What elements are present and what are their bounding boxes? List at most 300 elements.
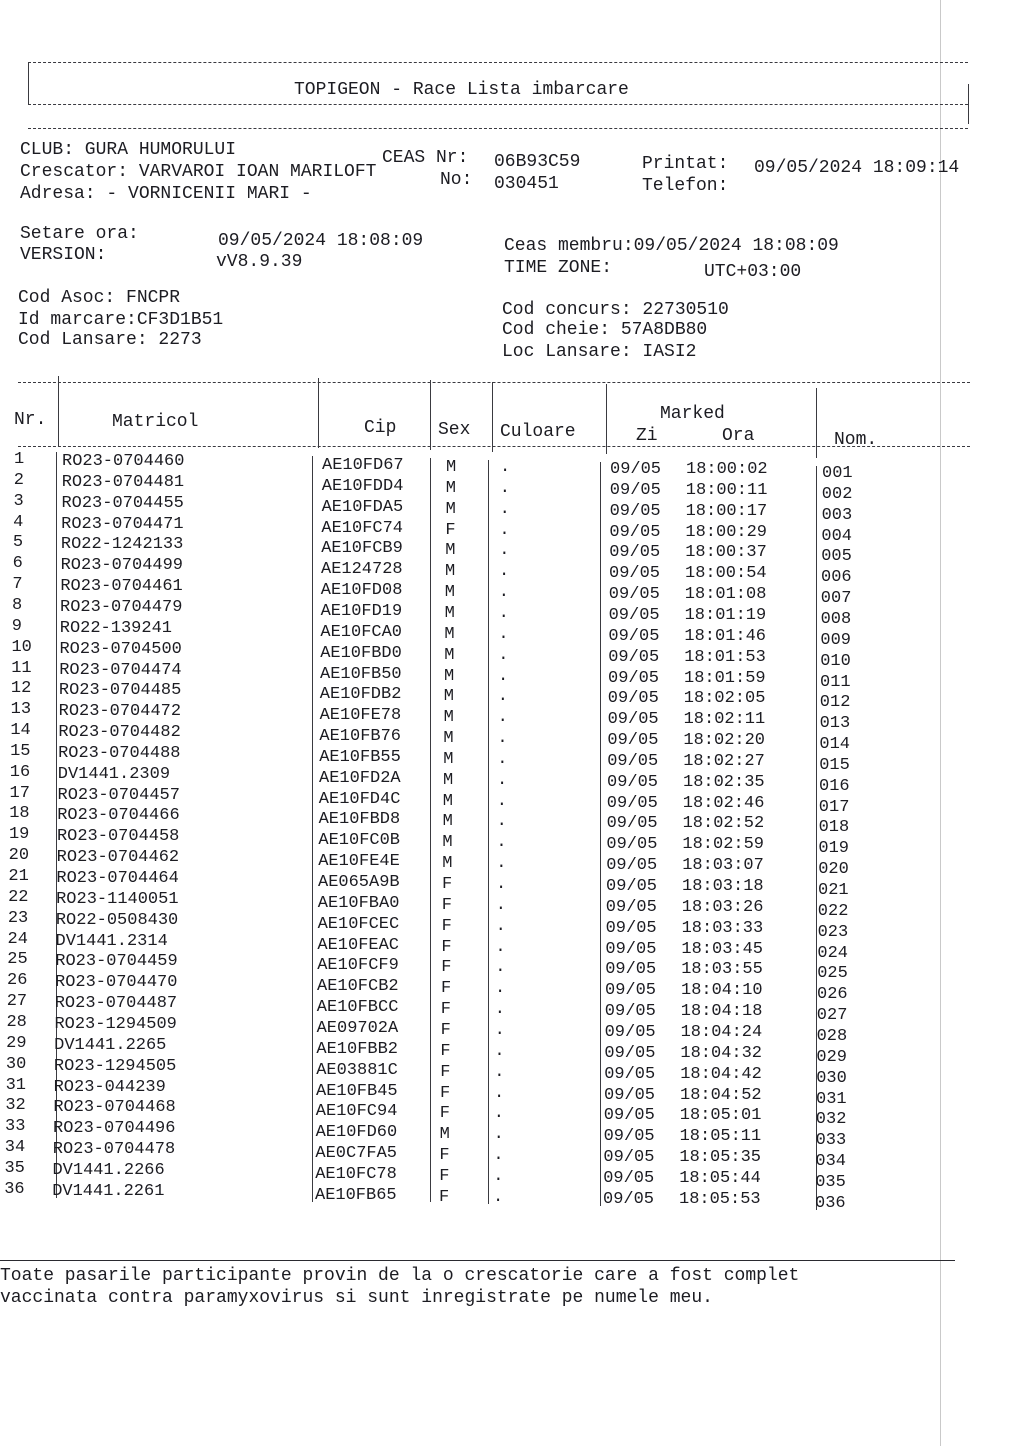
cell-nr: 25 xyxy=(7,950,28,970)
cell-sex: F xyxy=(440,1062,451,1082)
cell-zi: 09/05 xyxy=(609,480,661,500)
cell-nom: 036 xyxy=(815,1193,846,1213)
cell-culoare: . xyxy=(497,770,508,790)
header-nom: Nom. xyxy=(834,430,878,450)
header-ora: Ora xyxy=(722,426,755,446)
cell-zi: 09/05 xyxy=(607,689,659,709)
cell-culoare: . xyxy=(497,708,508,728)
cell-zi: 09/05 xyxy=(608,585,660,605)
cell-culoare: . xyxy=(495,895,506,915)
cell-nom: 029 xyxy=(816,1047,847,1067)
cell-nr: 18 xyxy=(9,804,30,824)
cell-nr: 10 xyxy=(11,637,32,657)
cell-culoare: . xyxy=(493,1125,504,1145)
cell-culoare: . xyxy=(496,875,507,894)
ceas-membru-line: Ceas membru:09/05/2024 18:08:09 xyxy=(504,236,839,256)
cell-nom: 025 xyxy=(817,964,848,984)
cell-nr: 26 xyxy=(7,971,28,991)
id-marcare-line: Id marcare:CF3D1B51 xyxy=(18,310,224,330)
cell-matricol: RO23-0704455 xyxy=(61,493,184,513)
cell-cip: AE10FEAC xyxy=(317,935,400,955)
cell-sex: F xyxy=(440,1041,451,1061)
cell-nom: 005 xyxy=(821,547,852,567)
cell-sex: F xyxy=(440,1000,451,1020)
cell-nr: 4 xyxy=(13,512,24,532)
cell-ora: 18:04:10 xyxy=(681,981,763,1001)
cell-culoare: . xyxy=(498,603,509,623)
cell-matricol: RO23-0704461 xyxy=(60,577,183,597)
cell-ora: 18:00:29 xyxy=(685,522,768,542)
cell-ora: 18:02:20 xyxy=(683,731,766,751)
cell-zi: 09/05 xyxy=(606,877,658,896)
header-zi: Zi xyxy=(636,426,658,446)
cell-nom: 024 xyxy=(817,943,848,963)
cell-cip: AE10FC94 xyxy=(315,1102,398,1122)
cell-sex: M xyxy=(444,603,455,623)
cell-nr: 32 xyxy=(5,1096,26,1116)
table-row xyxy=(0,1179,900,1213)
cell-matricol: DV1441.2266 xyxy=(52,1160,165,1180)
cell-culoare: . xyxy=(496,791,507,811)
cell-zi: 09/05 xyxy=(607,731,659,751)
cell-cip: AE10FD60 xyxy=(315,1123,398,1143)
cell-cip: AE10FBB2 xyxy=(316,1039,399,1059)
cell-matricol: DV1441.2314 xyxy=(55,931,168,951)
cell-sex: F xyxy=(441,958,452,978)
cell-matricol: RO23-0704485 xyxy=(58,681,182,701)
cell-zi: 09/05 xyxy=(606,856,658,876)
cell-ora: 18:05:35 xyxy=(679,1148,762,1168)
cell-sex: F xyxy=(439,1187,450,1207)
cell-zi: 09/05 xyxy=(604,1085,656,1105)
cell-matricol: RO23-0704472 xyxy=(58,702,182,722)
cell-zi: 09/05 xyxy=(607,751,659,771)
cell-zi: 09/05 xyxy=(604,1002,656,1022)
cell-nom: 014 xyxy=(819,735,850,755)
cell-culoare: . xyxy=(498,624,509,644)
footer-line-1: Toate pasarile participante provin de la o crescatorie care a fost complet xyxy=(0,1266,800,1286)
cell-nom: 032 xyxy=(815,1110,847,1130)
cell-nr: 30 xyxy=(5,1054,27,1074)
header-sex: Sex xyxy=(438,420,471,440)
cell-culoare: . xyxy=(499,478,510,498)
cell-ora: 18:03:18 xyxy=(682,877,764,896)
cell-nr: 33 xyxy=(5,1117,26,1137)
cell-nr: 6 xyxy=(12,554,23,574)
cell-nom: 010 xyxy=(820,651,851,671)
time-zone-value: UTC+03:00 xyxy=(704,262,802,282)
cell-nr: 9 xyxy=(11,616,22,636)
cell-sex: F xyxy=(439,1166,450,1186)
cell-nr: 19 xyxy=(8,825,30,845)
cell-ora: 18:01:59 xyxy=(684,668,766,688)
cell-cip: AE10FD4C xyxy=(318,789,401,809)
cell-ora: 18:04:24 xyxy=(680,1022,763,1042)
cell-culoare: . xyxy=(495,916,506,936)
cell-matricol: RO23-0704487 xyxy=(54,994,178,1014)
cell-ora: 18:00:54 xyxy=(685,564,767,584)
cell-cip: AE03881C xyxy=(316,1060,398,1080)
cell-culoare: . xyxy=(497,749,508,769)
cell-culoare: . xyxy=(495,937,506,957)
cell-culoare: . xyxy=(494,1041,505,1061)
cell-ora: 18:02:52 xyxy=(682,814,765,834)
cell-zi: 09/05 xyxy=(609,543,661,563)
cell-zi: 09/05 xyxy=(603,1127,655,1147)
cell-sex: M xyxy=(443,770,454,790)
paper-edge xyxy=(940,0,941,1446)
cell-cip: AE10FBD8 xyxy=(318,810,401,830)
cell-nom: 004 xyxy=(821,526,852,546)
cell-nr: 15 xyxy=(10,741,31,761)
cell-matricol: RO22-0508430 xyxy=(55,910,179,930)
time-zone-label: TIME ZONE: xyxy=(504,258,613,278)
cell-culoare: . xyxy=(495,979,506,999)
cell-cip: AE10FD67 xyxy=(322,456,404,475)
cell-nr: 34 xyxy=(4,1138,26,1158)
cell-ora: 18:05:01 xyxy=(679,1106,762,1126)
cell-nom: 007 xyxy=(820,589,852,609)
cell-sex: F xyxy=(445,520,456,540)
cell-culoare: . xyxy=(494,1062,505,1082)
cell-matricol: RO23-0704500 xyxy=(59,639,182,659)
cell-nom: 034 xyxy=(815,1152,846,1172)
cell-ora: 18:04:32 xyxy=(680,1043,763,1063)
cell-matricol: RO23-044239 xyxy=(53,1077,166,1097)
cell-nr: 21 xyxy=(8,867,29,886)
cell-matricol: RO23-0704460 xyxy=(62,452,185,471)
cell-sex: M xyxy=(443,729,454,749)
cell-sex: F xyxy=(441,937,452,957)
cell-cip: AE10FCB2 xyxy=(317,977,399,997)
cell-ora: 18:03:33 xyxy=(681,918,764,938)
cell-culoare: . xyxy=(497,729,508,749)
cell-cip: AE10FD19 xyxy=(320,601,403,621)
cell-sex: M xyxy=(445,478,456,498)
cell-zi: 09/05 xyxy=(604,1064,656,1084)
cell-matricol: RO23-0704488 xyxy=(58,743,181,763)
cell-zi: 09/05 xyxy=(607,710,659,730)
cell-sex: M xyxy=(443,687,454,707)
cell-ora: 18:05:44 xyxy=(679,1168,761,1188)
header-nr: Nr. xyxy=(14,410,47,430)
cell-zi: 09/05 xyxy=(609,522,661,542)
cell-nom: 016 xyxy=(819,776,850,796)
cell-nr: 1 xyxy=(14,450,25,469)
cell-nr: 2 xyxy=(13,470,24,490)
cell-nr: 22 xyxy=(8,887,29,907)
cell-sex: M xyxy=(444,583,455,603)
cell-matricol: RO23-0704479 xyxy=(60,597,183,617)
cell-nr: 27 xyxy=(6,992,28,1012)
cell-culoare: . xyxy=(498,666,509,686)
cell-zi: 09/05 xyxy=(609,501,661,521)
cell-culoare: . xyxy=(493,1187,504,1207)
cell-cip: AE10FC0B xyxy=(318,831,401,851)
cell-sex: M xyxy=(444,624,455,644)
cell-nom: 003 xyxy=(821,505,853,525)
cell-matricol: RO23-0704459 xyxy=(55,952,178,972)
telefon-label: Telefon: xyxy=(642,176,729,196)
cell-nr: 11 xyxy=(11,658,32,678)
no-value: 030451 xyxy=(494,174,559,194)
cell-cip: AE10FCA0 xyxy=(320,622,403,642)
cell-zi: 09/05 xyxy=(603,1148,655,1168)
cell-zi: 09/05 xyxy=(605,939,657,959)
cell-cip: AE10FB45 xyxy=(316,1081,398,1101)
cell-culoare: . xyxy=(499,499,510,519)
cell-sex: F xyxy=(441,895,452,915)
cell-nr: 28 xyxy=(6,1012,27,1032)
cell-matricol: RO23-0704474 xyxy=(59,660,182,680)
cell-ora: 18:05:53 xyxy=(679,1189,761,1209)
cell-culoare: . xyxy=(499,562,510,582)
cell-zi: 09/05 xyxy=(606,835,658,855)
cell-nr: 35 xyxy=(4,1158,25,1178)
adresa-line: Adresa: - VORNICENII MARI - xyxy=(20,184,312,204)
cell-culoare: . xyxy=(499,520,510,540)
printat-label: Printat: xyxy=(642,154,729,174)
cell-nr: 12 xyxy=(10,679,32,699)
cell-zi: 09/05 xyxy=(604,1043,656,1063)
cell-matricol: DV1441.2261 xyxy=(52,1181,165,1201)
cell-ora: 18:02:46 xyxy=(682,793,765,813)
cell-culoare: . xyxy=(493,1166,504,1186)
cell-ora: 18:03:26 xyxy=(681,897,764,917)
cell-matricol: RO23-1294509 xyxy=(54,1014,177,1034)
cell-sex: F xyxy=(442,875,453,894)
header-matricol: Matricol xyxy=(112,412,199,432)
cell-zi: 09/05 xyxy=(604,1022,656,1042)
cell-culoare: . xyxy=(496,812,507,832)
cell-sex: M xyxy=(444,666,455,686)
cell-sex: M xyxy=(443,749,454,769)
cell-ora: 18:00:02 xyxy=(686,460,768,479)
cell-ora: 18:00:11 xyxy=(685,480,768,500)
cell-matricol: RO22-139241 xyxy=(59,618,172,638)
cell-matricol: RO23-0704462 xyxy=(56,848,180,868)
cell-zi: 09/05 xyxy=(610,460,662,479)
cell-sex: F xyxy=(441,916,452,936)
cell-culoare: . xyxy=(498,583,509,603)
cell-cip: AE10FDD4 xyxy=(321,476,404,496)
cell-nom: 022 xyxy=(817,901,849,921)
cell-nom: 001 xyxy=(822,464,853,483)
header-culoare: Culoare xyxy=(500,422,576,442)
cell-ora: 18:00:37 xyxy=(685,543,767,563)
cell-nom: 020 xyxy=(818,860,849,880)
cod-asoc-line: Cod Asoc: FNCPR xyxy=(18,288,181,308)
version-label: VERSION: xyxy=(20,245,107,265)
cell-nom: 017 xyxy=(818,797,850,817)
cell-nom: 018 xyxy=(818,818,850,838)
version-value: vV8.9.39 xyxy=(216,252,303,272)
cell-zi: 09/05 xyxy=(605,960,657,980)
cell-sex: M xyxy=(442,812,453,832)
cell-culoare: . xyxy=(493,1104,504,1124)
no-label: No: xyxy=(440,170,473,190)
cell-nr: 8 xyxy=(12,595,23,615)
cell-zi: 09/05 xyxy=(606,793,658,813)
cell-culoare: . xyxy=(494,1000,505,1020)
setare-ora-value: 09/05/2024 18:08:09 xyxy=(218,231,424,251)
cell-nom: 009 xyxy=(820,630,851,650)
cell-zi: 09/05 xyxy=(603,1106,655,1126)
cell-matricol: RO23-0704478 xyxy=(52,1140,176,1160)
cell-cip: AE10FDB2 xyxy=(319,685,402,705)
cell-nom: 027 xyxy=(816,1006,848,1026)
cell-culoare: . xyxy=(495,958,506,978)
crescator-line: Crescator: VARVAROI IOAN MARILOFT xyxy=(20,162,377,182)
cell-cip: AE10FB76 xyxy=(319,727,402,747)
cell-ora: 18:03:55 xyxy=(681,960,763,980)
cell-ora: 18:02:35 xyxy=(683,772,765,792)
cell-culoare: . xyxy=(494,1020,505,1040)
cell-matricol: RO23-0704458 xyxy=(56,827,180,847)
cell-matricol: RO23-0704464 xyxy=(56,869,179,888)
cell-ora: 18:03:45 xyxy=(681,939,764,959)
cell-nr: 7 xyxy=(12,575,23,595)
cell-nr: 13 xyxy=(10,700,32,720)
cell-sex: M xyxy=(443,708,454,728)
cell-nom: 030 xyxy=(816,1068,847,1088)
cell-matricol: RO23-1140051 xyxy=(56,889,179,909)
cell-nr: 5 xyxy=(12,533,24,553)
cell-nom: 026 xyxy=(817,985,848,1005)
cell-cip: AE10FB50 xyxy=(320,664,402,684)
cell-cip: AE10FBCC xyxy=(316,998,399,1018)
cell-zi: 09/05 xyxy=(603,1168,655,1188)
cell-culoare: . xyxy=(500,458,511,477)
cell-zi: 09/05 xyxy=(605,897,657,917)
cell-zi: 09/05 xyxy=(608,626,660,646)
cell-ora: 18:01:53 xyxy=(684,647,766,667)
cell-ora: 18:02:11 xyxy=(683,710,766,730)
cell-cip: AE10FD2A xyxy=(319,768,401,788)
cell-nr: 14 xyxy=(10,721,31,741)
cell-ora: 18:00:17 xyxy=(685,501,768,521)
cell-nr: 24 xyxy=(7,929,28,949)
cell-sex: M xyxy=(445,499,456,519)
cell-nr: 16 xyxy=(9,762,31,782)
cell-nr: 23 xyxy=(7,908,29,928)
cell-zi: 09/05 xyxy=(608,668,660,688)
cell-nom: 028 xyxy=(816,1026,848,1046)
cell-nom: 015 xyxy=(819,755,850,775)
cell-matricol: RO22-1242133 xyxy=(60,535,184,555)
cell-nom: 023 xyxy=(817,922,849,942)
cell-zi: 09/05 xyxy=(609,564,661,584)
cell-sex: M xyxy=(445,541,456,561)
cell-nr: 3 xyxy=(13,491,24,511)
cell-cip: AE10FDA5 xyxy=(321,497,404,517)
cell-cip: AE065A9B xyxy=(318,873,400,892)
cell-sex: M xyxy=(442,854,453,874)
cell-sex: F xyxy=(440,1083,451,1103)
cell-sex: M xyxy=(446,458,457,477)
cod-concurs-line: Cod concurs: 22730510 xyxy=(502,300,729,320)
cell-zi: 09/05 xyxy=(608,647,660,667)
cell-nom: 012 xyxy=(819,693,851,713)
cell-cip: AE0C7FA5 xyxy=(315,1144,398,1164)
cell-sex: M xyxy=(445,562,456,582)
cell-nom: 031 xyxy=(816,1089,847,1109)
cell-cip: AE10FC78 xyxy=(315,1164,397,1184)
ceas-nr-label: CEAS Nr: xyxy=(382,148,469,168)
cell-zi: 09/05 xyxy=(603,1189,655,1209)
cell-cip: AE10FE4E xyxy=(318,852,400,872)
cell-cip: AE10FCEC xyxy=(317,914,400,934)
footer-rule xyxy=(0,1260,955,1261)
cell-matricol: DV1441.2265 xyxy=(54,1035,167,1055)
cell-nr: 31 xyxy=(5,1075,26,1095)
cell-nom: 035 xyxy=(815,1172,846,1192)
cell-ora: 18:02:59 xyxy=(682,835,765,855)
cell-ora: 18:04:52 xyxy=(680,1085,762,1105)
header-marked: Marked xyxy=(660,404,725,424)
club-line: CLUB: GURA HUMORULUI xyxy=(20,140,237,160)
cell-zi: 09/05 xyxy=(608,605,660,625)
cell-cip: AE124728 xyxy=(321,560,403,580)
cell-nr: 20 xyxy=(8,846,30,866)
cell-zi: 09/05 xyxy=(605,981,657,1001)
cell-cip: AE10FCF9 xyxy=(317,956,399,976)
cell-nom: 021 xyxy=(818,881,849,900)
cod-lansare-line: Cod Lansare: 2273 xyxy=(18,330,202,350)
cell-culoare: . xyxy=(494,1083,505,1103)
cell-nom: 033 xyxy=(815,1131,847,1151)
cell-culoare: . xyxy=(493,1146,504,1166)
cell-cip: AE10FBD0 xyxy=(320,643,402,663)
cell-zi: 09/05 xyxy=(607,772,659,792)
cell-ora: 18:04:18 xyxy=(680,1002,763,1022)
cell-matricol: RO23-0704482 xyxy=(58,723,181,743)
cell-ora: 18:01:46 xyxy=(684,626,767,646)
cell-matricol: RO23-0704499 xyxy=(60,556,184,576)
cell-sex: F xyxy=(439,1104,450,1124)
cell-matricol: RO23-1294505 xyxy=(53,1056,177,1076)
cell-ora: 18:05:11 xyxy=(679,1127,762,1147)
cell-sex: M xyxy=(442,791,453,811)
ceas-nr-value: 06B93C59 xyxy=(494,152,581,172)
report-title: TOPIGEON - Race Lista imbarcare xyxy=(294,80,629,100)
cell-zi: 09/05 xyxy=(606,814,658,834)
cell-sex: M xyxy=(439,1125,450,1145)
cell-nr: 36 xyxy=(4,1179,25,1199)
cell-culoare: . xyxy=(499,541,510,561)
cell-matricol: RO23-0704471 xyxy=(61,514,184,534)
cell-nom: 011 xyxy=(820,672,851,692)
cell-ora: 18:02:27 xyxy=(683,751,765,771)
cell-cip: AE10FCB9 xyxy=(321,539,403,559)
cell-zi: 09/05 xyxy=(605,918,657,938)
cell-nom: 006 xyxy=(821,568,852,588)
cell-sex: F xyxy=(440,1020,451,1040)
cell-cip: AE10FC74 xyxy=(321,518,404,538)
cell-ora: 18:01:08 xyxy=(684,585,767,605)
footer-line-2: vaccinata contra paramyxovirus si sunt inregistrate pe numele meu. xyxy=(0,1288,713,1308)
cell-nr: 29 xyxy=(6,1033,27,1053)
header-cip: Cip xyxy=(364,418,397,438)
cell-ora: 18:04:42 xyxy=(680,1064,762,1084)
cell-sex: M xyxy=(444,645,455,665)
cell-culoare: . xyxy=(496,833,507,853)
cell-nom: 008 xyxy=(820,609,852,629)
cell-cip: AE10FBA0 xyxy=(317,893,400,913)
cell-culoare: . xyxy=(496,854,507,874)
cell-cip: AE10FB65 xyxy=(315,1185,397,1205)
cell-matricol: RO23-0704457 xyxy=(57,785,180,805)
